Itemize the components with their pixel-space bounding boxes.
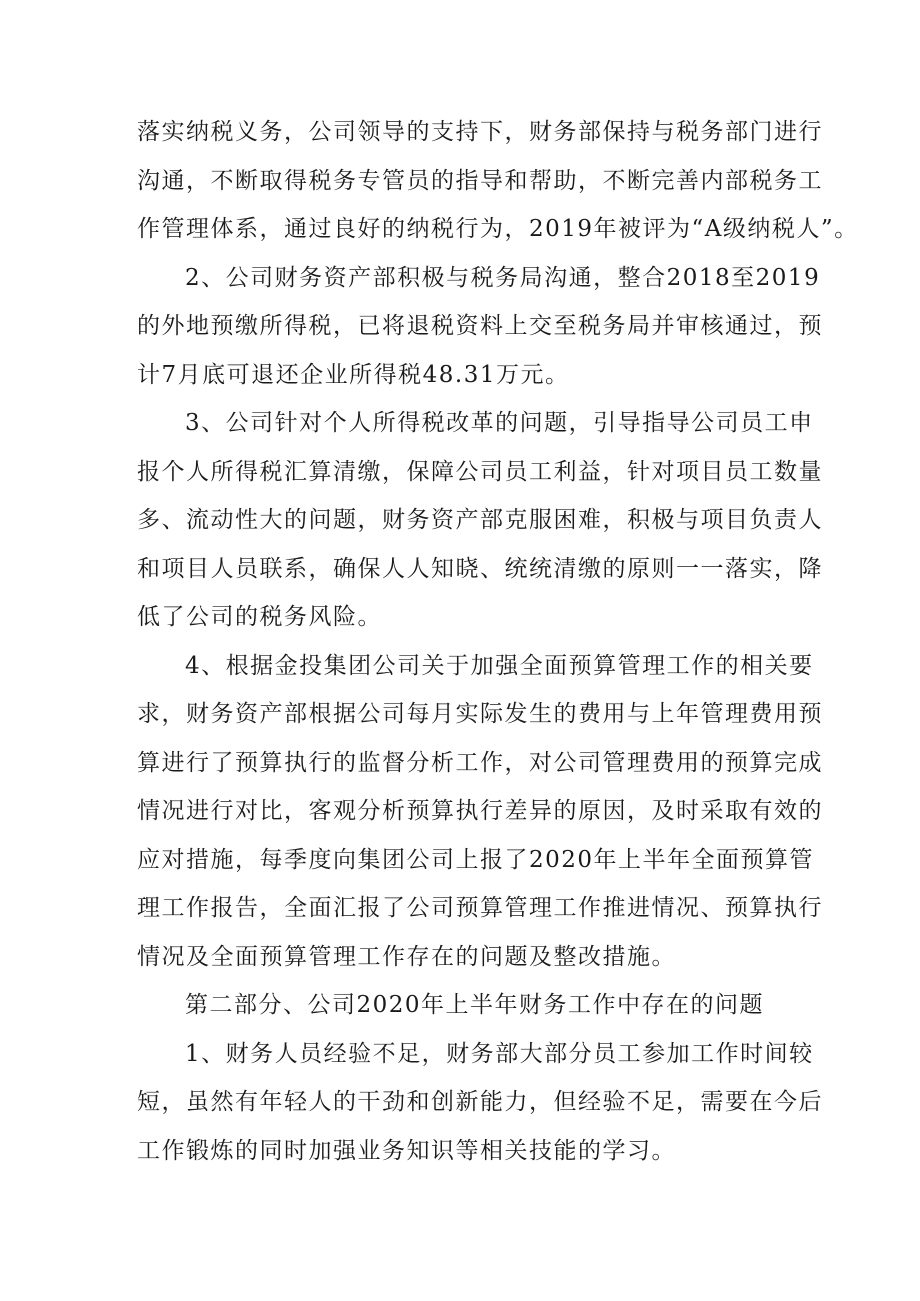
text-line: 低了公司的税务风险。	[137, 604, 382, 630]
text-line: 1、财务人员经验不足，财务部大部分员工参加工作时间较	[185, 1040, 814, 1067]
text-line: 应对措施，每季度向集团公司上报了2020年上半年全面预算管	[137, 846, 815, 873]
section-heading: 第二部分、公司2020年上半年财务工作中存在的问题	[185, 992, 765, 1018]
paragraph-tax-refund	[137, 254, 823, 400]
text-line: 4、根据金投集团公司关于加强全面预算管理工作的相关要	[185, 652, 814, 679]
text-line: 工作锻炼的同时加强业务知识等相关技能的学习。	[137, 1137, 676, 1164]
paragraph-tax-compliance	[137, 108, 859, 254]
text-line: 沟通，不断取得税务专管员的指导和帮助，不断完善内部税务工	[137, 167, 823, 194]
text-line: 计7月底可退还企业所得税48.31万元。	[137, 361, 570, 388]
section-heading-part-two	[137, 981, 789, 1030]
text-line: 3、公司针对个人所得税改革的问题，引导指导公司员工申	[185, 410, 814, 436]
text-line: 的外地预缴所得税，已将退税资料上交至税务局并审核通过，预	[137, 313, 823, 339]
document-body	[137, 108, 859, 1175]
paragraph-budget-management	[137, 642, 823, 982]
text-line: 落实纳税义务，公司领导的支持下，财务部保持与税务部门进行	[137, 119, 823, 145]
text-line: 短，虽然有年轻人的干劲和创新能力，但经验不足，需要在今后	[137, 1089, 823, 1115]
text-line: 理工作报告，全面汇报了公司预算管理工作推进情况、预算执行	[137, 895, 823, 921]
text-line: 作管理体系，通过良好的纳税行为，2019年被评为“A级纳税人”。	[137, 216, 859, 242]
text-line: 和项目人员联系，确保人人知晓、统统清缴的原则一一落实，降	[137, 555, 823, 582]
text-line: 算进行了预算执行的监督分析工作，对公司管理费用的预算完成	[137, 749, 823, 776]
text-line: 求，财务资产部根据公司每月实际发生的费用与上年管理费用预	[137, 701, 823, 727]
text-line: 多、流动性大的问题，财务资产部克服困难，积极与项目负责人	[137, 507, 823, 533]
paragraph-staff-experience	[137, 1030, 823, 1176]
text-line: 报个人所得税汇算清缴，保障公司员工利益，针对项目员工数量	[137, 458, 823, 485]
paragraph-personal-income-tax	[137, 399, 823, 642]
text-line: 2、公司财务资产部积极与税务局沟通，整合2018至2019	[185, 264, 821, 291]
text-line: 情况进行对比，客观分析预算执行差异的原因，及时采取有效的	[137, 798, 823, 824]
text-line: 情况及全面预算管理工作存在的问题及整改措施。	[137, 943, 676, 970]
